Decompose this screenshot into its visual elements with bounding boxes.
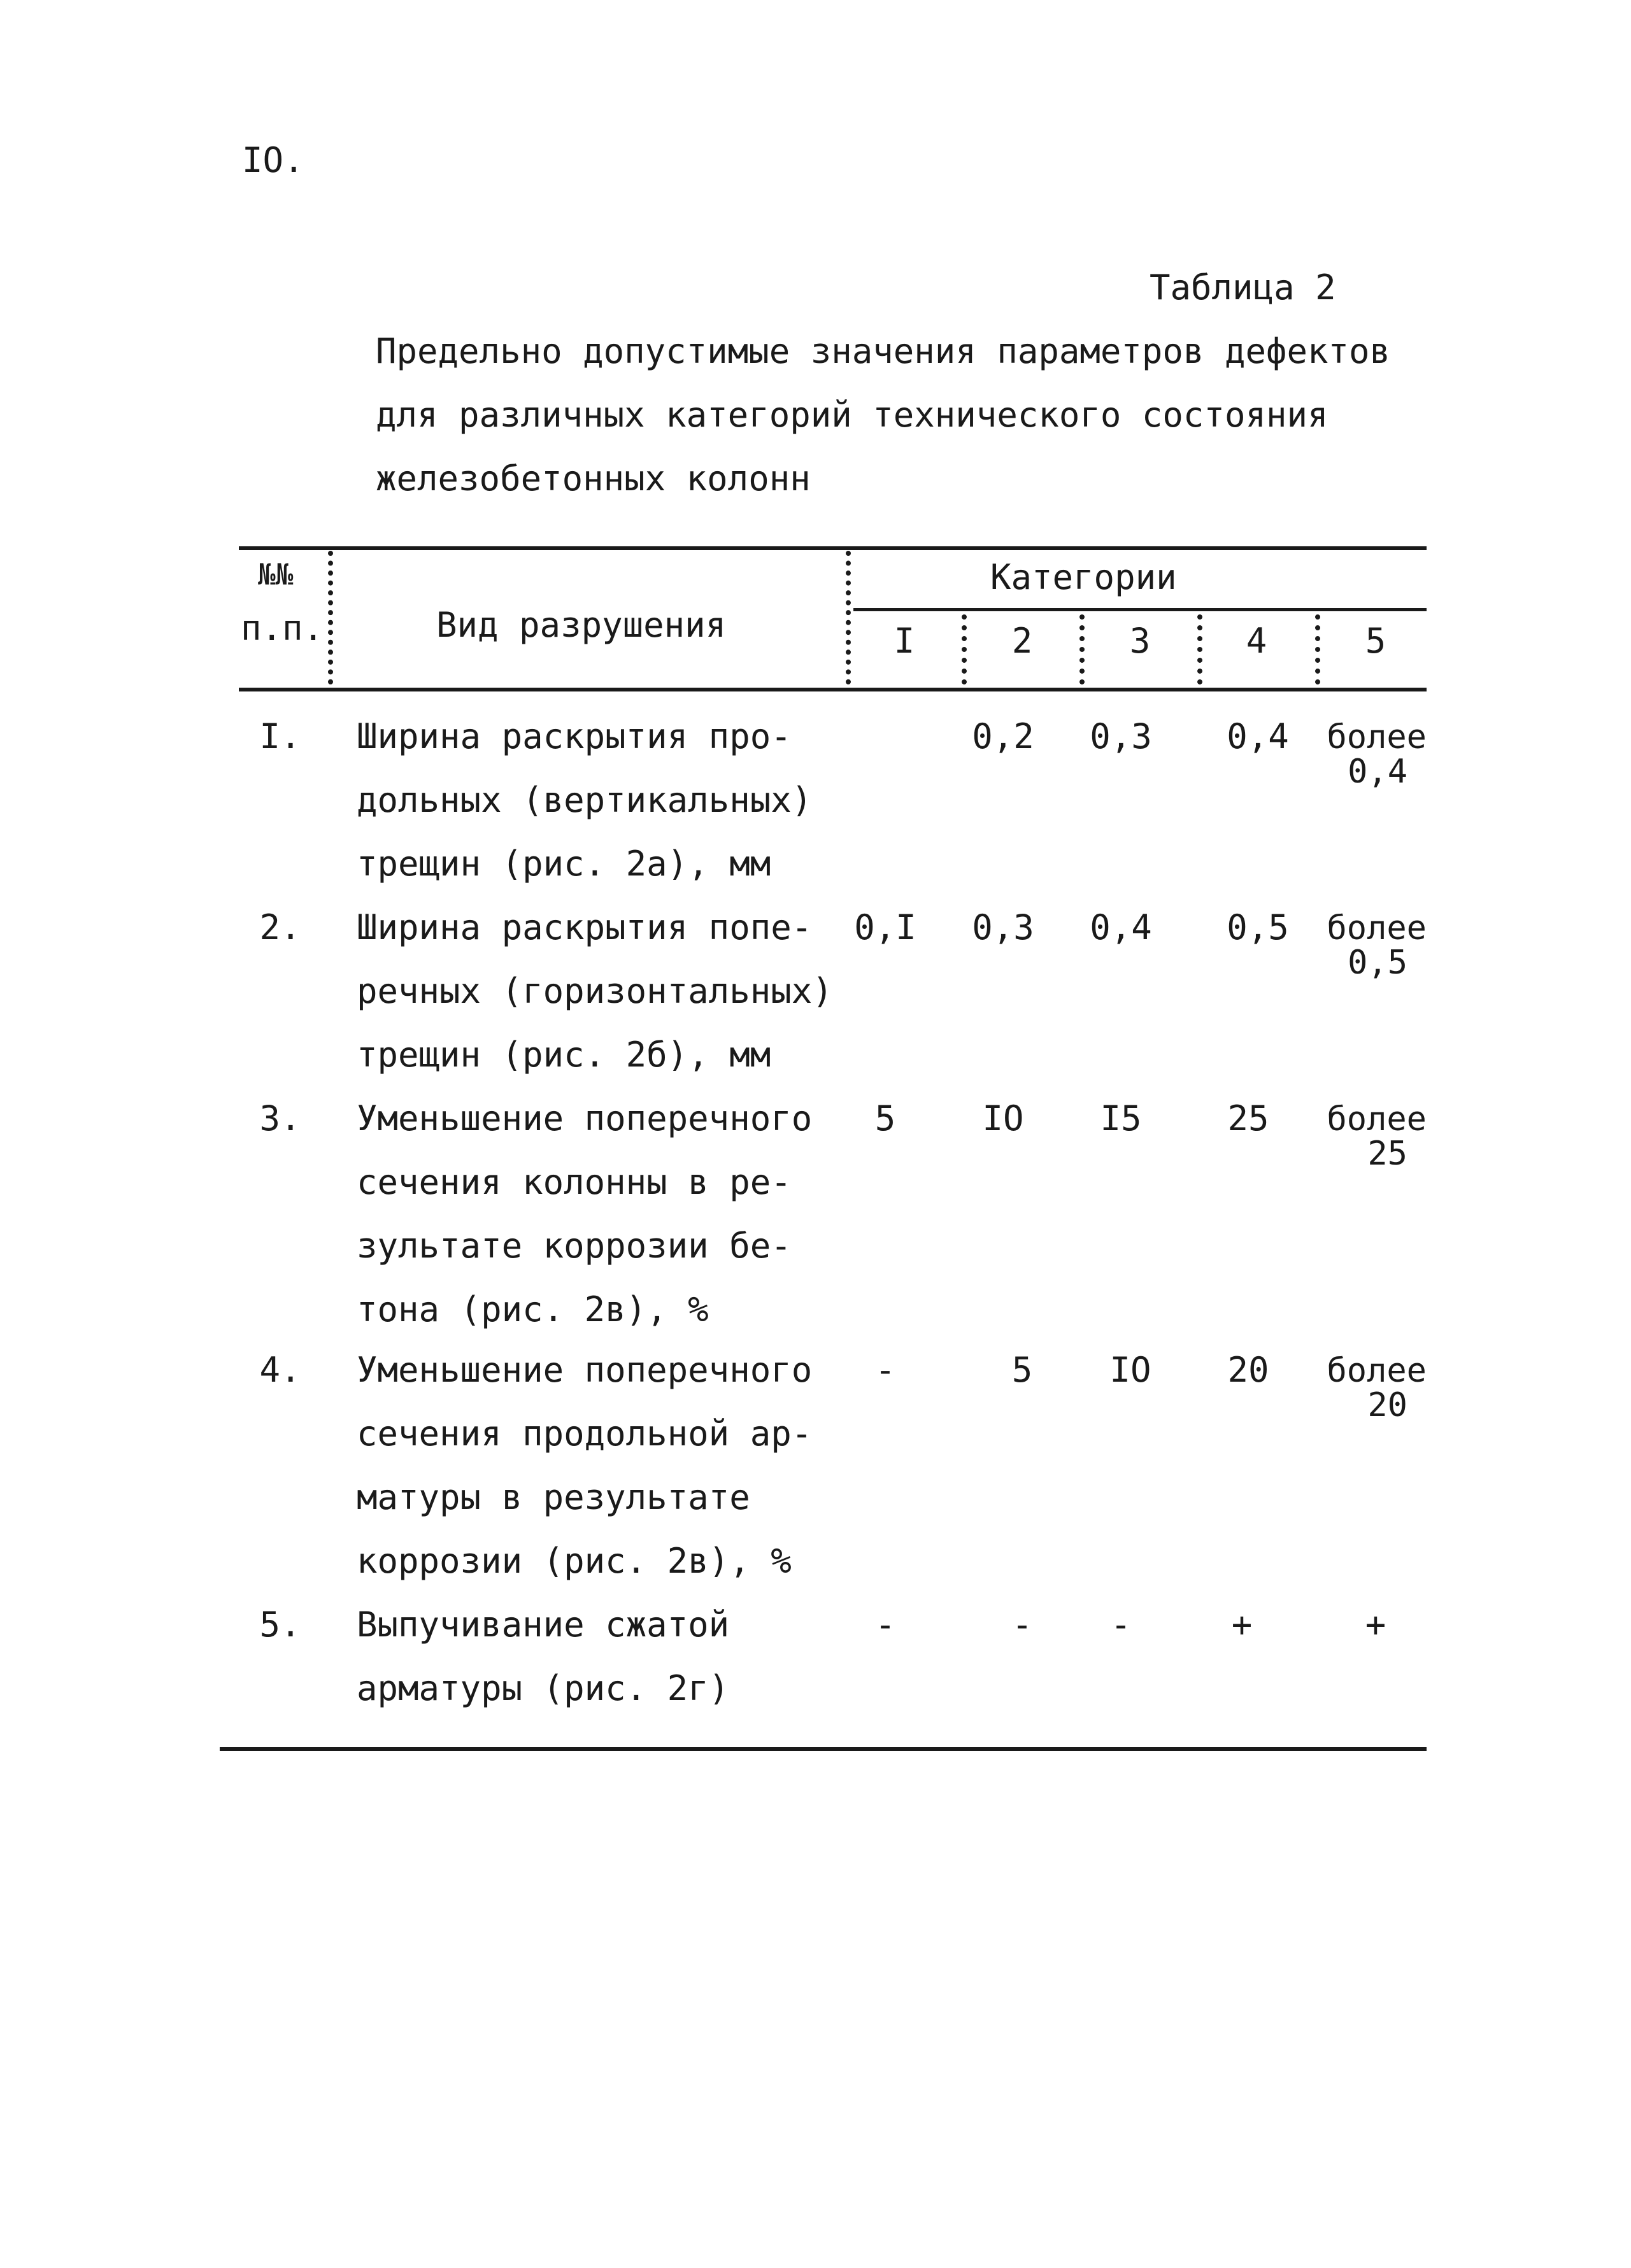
cell-category-1: -	[874, 1350, 896, 1390]
row-description-line: дольных (вертикальных)	[357, 780, 813, 820]
cell-category-5-label: более	[1327, 909, 1427, 947]
cell-category-2: IO	[982, 1098, 1024, 1138]
table-caption-line: Предельно допустимые значения параметров дефектов	[376, 331, 1391, 371]
row-description-line: Выпучивание сжатой	[357, 1605, 730, 1645]
cell-category-5-value: 0,4	[1348, 753, 1407, 791]
column-separator	[846, 551, 851, 684]
page-number: IO.	[242, 140, 304, 180]
table-label: Таблица 2	[1150, 267, 1336, 308]
header-category-2: 2	[1011, 621, 1033, 661]
row-description-line: сечения колонны в ре-	[357, 1162, 792, 1202]
row-description-line: коррозии (рис. 2в), %	[357, 1541, 792, 1581]
header-bottom-rule	[239, 688, 1427, 691]
cell-category-5-label: более	[1327, 1352, 1427, 1390]
cell-category-3: 0,4	[1090, 907, 1152, 947]
row-description-line: тона (рис. 2в), %	[357, 1289, 709, 1329]
cell-category-3: IO	[1109, 1350, 1151, 1390]
row-description-line: трещин (рис. 2б), мм	[357, 1035, 771, 1075]
header-categories: Категории	[990, 557, 1177, 597]
cell-category-5-value: 0,5	[1348, 944, 1407, 982]
row-description-line: арматуры (рис. 2г)	[357, 1668, 730, 1708]
row-description-line: матуры в результате	[357, 1477, 750, 1517]
column-separator	[328, 551, 333, 684]
cell-category-5: +	[1365, 1605, 1386, 1645]
header-row-number: п.п.	[241, 608, 324, 648]
row-description-line: речных (горизонтальных)	[357, 971, 833, 1011]
cell-category-1: 0,I	[854, 907, 916, 947]
cell-category-3: -	[1110, 1605, 1132, 1645]
cell-category-4: 0,4	[1227, 716, 1289, 756]
header-failure-type: Вид разрушения	[436, 605, 727, 645]
cell-category-4: 20	[1227, 1350, 1269, 1390]
header-category-1: I	[894, 621, 915, 661]
cell-category-4: 0,5	[1227, 907, 1289, 947]
column-separator	[962, 614, 967, 684]
row-description-line: сечения продольной ар-	[357, 1414, 813, 1454]
cell-category-4: 25	[1227, 1098, 1269, 1138]
table-caption-line: железобетонных колонн	[376, 458, 811, 499]
row-number: 3.	[259, 1098, 301, 1138]
cell-category-5-label: более	[1327, 1100, 1427, 1138]
row-description-line: Уменьшение поперечного	[357, 1350, 813, 1390]
cell-category-2: 5	[1011, 1350, 1033, 1390]
row-number: 4.	[259, 1350, 301, 1390]
cell-category-2: -	[1011, 1605, 1033, 1645]
cell-category-1: 5	[874, 1098, 896, 1138]
column-separator	[1197, 614, 1202, 684]
cell-category-5-value: 25	[1367, 1135, 1407, 1173]
row-number: 2.	[259, 907, 301, 947]
cell-category-3: I5	[1100, 1098, 1142, 1138]
cell-category-1: -	[874, 1605, 896, 1645]
row-description-line: Уменьшение поперечного	[357, 1098, 813, 1138]
column-separator	[1079, 614, 1085, 684]
row-description-line: зультате коррозии бе-	[357, 1226, 792, 1266]
cell-category-3: 0,3	[1090, 716, 1152, 756]
row-description-line: трещин (рис. 2а), мм	[357, 844, 771, 884]
table-bottom-rule	[220, 1747, 1427, 1751]
header-category-3: 3	[1129, 621, 1151, 661]
row-description-line: Ширина раскрытия про-	[357, 716, 792, 756]
header-number-sign: №№	[258, 557, 294, 592]
table-top-rule	[239, 546, 1427, 550]
cell-category-2: 0,3	[972, 907, 1034, 947]
cell-category-4: +	[1231, 1605, 1253, 1645]
row-number: 5.	[259, 1605, 301, 1645]
header-category-4: 4	[1246, 621, 1267, 661]
cell-category-2: 0,2	[972, 716, 1034, 756]
header-category-5: 5	[1365, 621, 1386, 661]
table-caption-line: для различных категорий технического состояния	[376, 395, 1328, 435]
cell-category-5-value: 20	[1367, 1386, 1407, 1424]
row-description-line: Ширина раскрытия попе-	[357, 907, 813, 947]
row-number: I.	[259, 716, 301, 756]
cell-category-5-label: более	[1327, 718, 1427, 756]
categories-subrule	[853, 608, 1427, 611]
column-separator	[1315, 614, 1320, 684]
